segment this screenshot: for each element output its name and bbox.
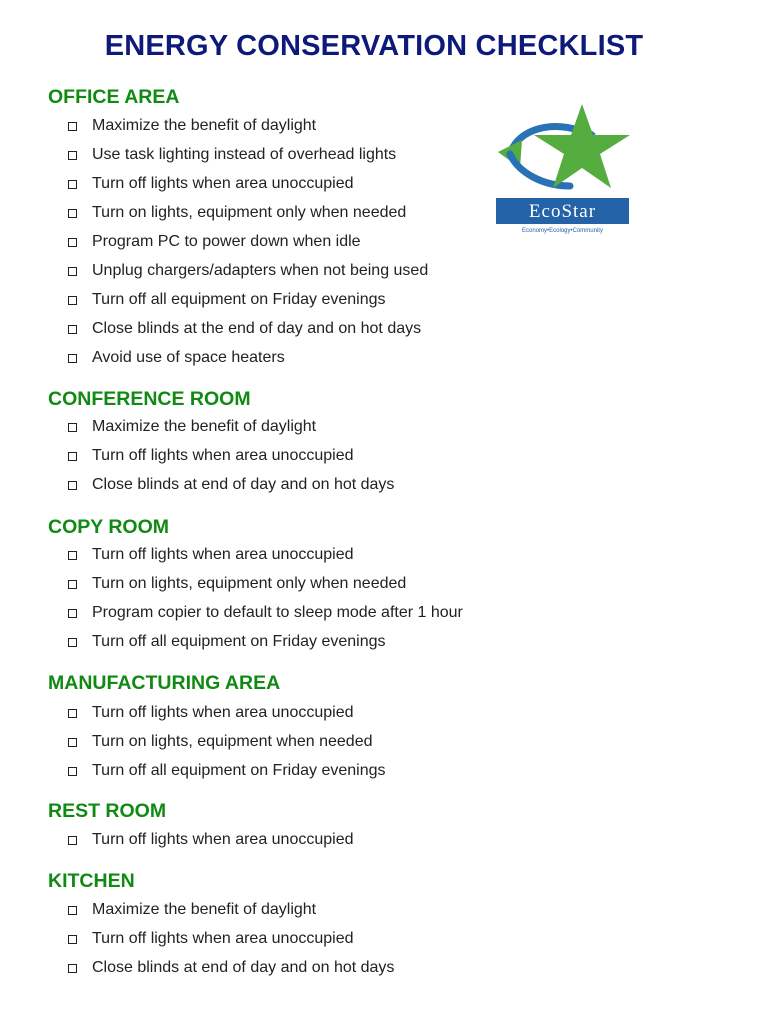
checkbox-icon[interactable] <box>68 151 77 160</box>
checkbox-icon[interactable] <box>68 354 77 363</box>
item-label: Turn off lights when area unoccupied <box>92 546 354 563</box>
checkbox-icon[interactable] <box>68 423 77 432</box>
ecostar-logo <box>492 102 636 236</box>
checklist-item[interactable] <box>68 602 463 624</box>
section-heading-kitchen: KITCHEN <box>48 870 135 892</box>
item-label: Turn off all equipment on Friday evenings <box>92 762 386 779</box>
checklist-item[interactable] <box>68 202 406 224</box>
item-label: Close blinds at the end of day and on hot days <box>92 320 422 337</box>
item-label: Close blinds at end of day and on hot days <box>92 959 395 976</box>
item-label: Program copier to default to sleep mode after 1 hour <box>92 604 463 621</box>
checkbox-icon[interactable] <box>68 122 77 131</box>
checklist-item[interactable] <box>68 631 386 653</box>
checkbox-icon[interactable] <box>68 638 77 647</box>
item-label: Turn on lights, equipment only when needed <box>92 575 407 592</box>
logo-name: EcoStar <box>528 201 597 222</box>
checklist-item[interactable] <box>68 289 386 311</box>
checkbox-icon[interactable] <box>68 452 77 461</box>
item-label: Turn on lights, equipment when needed <box>92 733 373 750</box>
checklist-item[interactable] <box>68 957 394 979</box>
logo-tagline: Economy•Ecology•Community <box>522 228 603 234</box>
item-label: Maximize the benefit of daylight <box>92 901 317 918</box>
item-label: Close blinds at end of day and on hot days <box>92 476 395 493</box>
checklist-item[interactable] <box>68 573 406 595</box>
checkbox-icon[interactable] <box>68 551 77 560</box>
item-label: Turn on lights, equipment only when needed <box>92 204 407 221</box>
checkbox-icon[interactable] <box>68 580 77 589</box>
section-heading-manufacturing-area: MANUFACTURING AREA <box>48 672 281 694</box>
item-label: Turn off lights when area unoccupied <box>92 175 354 192</box>
item-label: Turn off lights when area unoccupied <box>92 704 354 721</box>
checklist-item[interactable] <box>68 115 316 137</box>
page-title: ENERGY CONSERVATION CHECKLIST <box>104 30 644 62</box>
checklist-item[interactable] <box>68 318 421 340</box>
section-heading-rest-room: REST ROOM <box>48 800 167 822</box>
checkbox-icon[interactable] <box>68 180 77 189</box>
item-label: Program PC to power down when idle <box>92 233 361 250</box>
checkbox-icon[interactable] <box>68 836 77 845</box>
checkbox-icon[interactable] <box>68 325 77 334</box>
checkbox-icon[interactable] <box>68 935 77 944</box>
section-heading-office-area: OFFICE AREA <box>48 86 180 108</box>
checklist-item[interactable] <box>68 173 354 195</box>
checkbox-icon[interactable] <box>68 481 77 490</box>
checklist-item[interactable] <box>68 231 361 253</box>
item-label: Maximize the benefit of daylight <box>92 117 317 134</box>
item-label: Turn off lights when area unoccupied <box>92 447 354 464</box>
checklist-item[interactable] <box>68 445 354 467</box>
checklist-item[interactable] <box>68 731 372 753</box>
checklist-item[interactable] <box>68 928 354 950</box>
checklist-item[interactable] <box>68 829 354 851</box>
checkbox-icon[interactable] <box>68 738 77 747</box>
item-label: Use task lighting instead of overhead lights <box>92 146 397 163</box>
checkbox-icon[interactable] <box>68 267 77 276</box>
checklist-item[interactable] <box>68 544 354 566</box>
checklist-item[interactable] <box>68 899 316 921</box>
checkbox-icon[interactable] <box>68 238 77 247</box>
checklist-item[interactable] <box>68 416 316 438</box>
checklist-item[interactable] <box>68 702 354 724</box>
checkbox-icon[interactable] <box>68 964 77 973</box>
checklist-item[interactable] <box>68 474 394 496</box>
item-label: Turn off all equipment on Friday evenings <box>92 291 386 308</box>
checkbox-icon[interactable] <box>68 906 77 915</box>
checkbox-icon[interactable] <box>68 296 77 305</box>
checkbox-icon[interactable] <box>68 209 77 218</box>
checklist-item[interactable] <box>68 144 396 166</box>
checkbox-icon[interactable] <box>68 709 77 718</box>
item-label: Turn off lights when area unoccupied <box>92 831 354 848</box>
item-label: Unplug chargers/adapters when not being used <box>92 262 429 279</box>
checklist-item[interactable] <box>68 347 285 369</box>
section-heading-conference-room: CONFERENCE ROOM <box>48 388 251 410</box>
checkbox-icon[interactable] <box>68 767 77 776</box>
item-label: Turn off lights when area unoccupied <box>92 930 354 947</box>
checklist-item[interactable] <box>68 260 428 282</box>
checkbox-icon[interactable] <box>68 609 77 618</box>
item-label: Turn off all equipment on Friday evenings <box>92 633 386 650</box>
checklist-item[interactable] <box>68 760 386 782</box>
item-label: Maximize the benefit of daylight <box>92 418 317 435</box>
item-label: Avoid use of space heaters <box>92 349 285 366</box>
section-heading-copy-room: COPY ROOM <box>48 516 169 538</box>
